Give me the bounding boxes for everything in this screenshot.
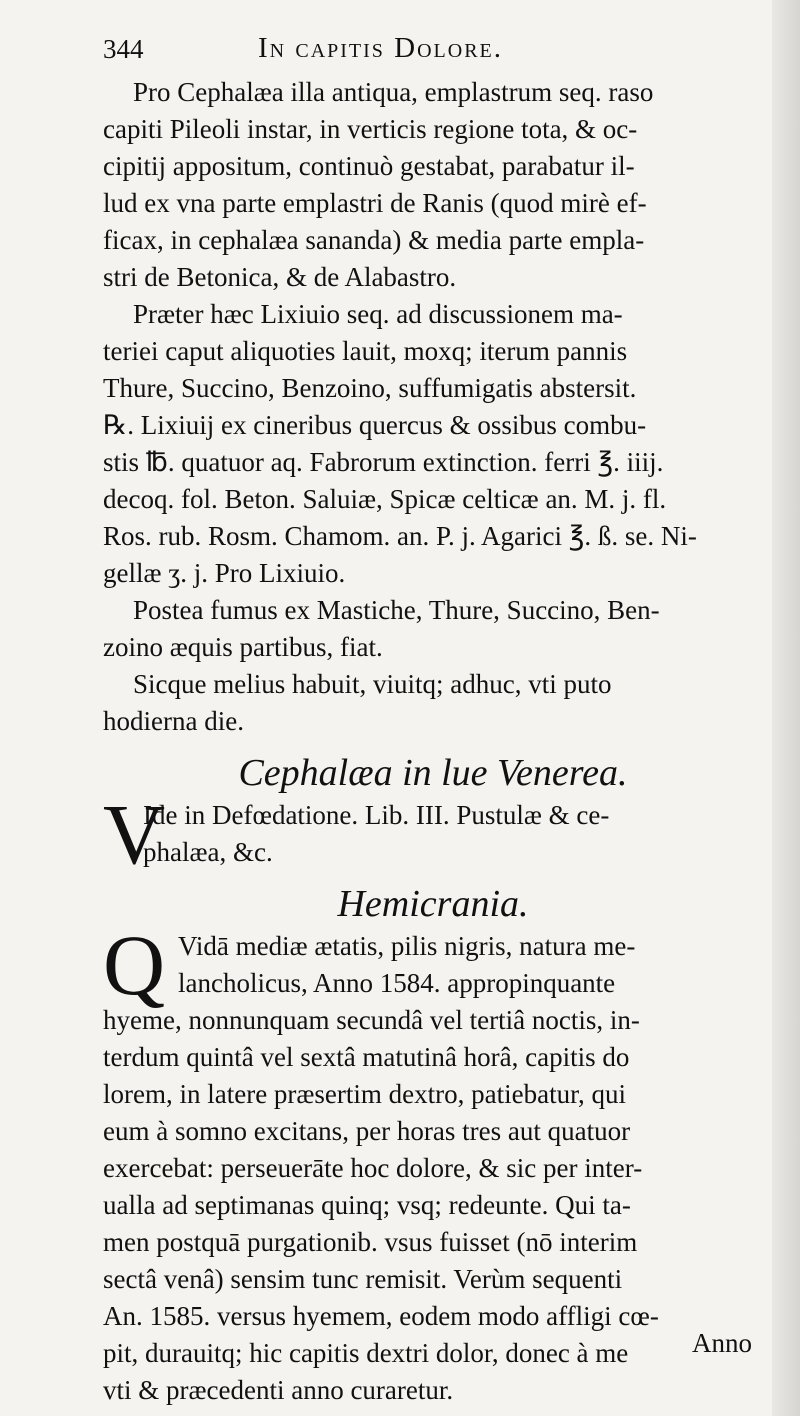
text-line: lorem, in latere præsertim dextro, patiebatur, qui xyxy=(103,1079,627,1109)
text-line: phalæa, &c. xyxy=(143,837,273,867)
text-line: stis ℔. quatuor aq. Fabrorum extinction. ferri ℥. iiij. xyxy=(103,447,664,477)
text-line: Ide in Defœdatione. Lib. III. Pustulæ & ce- xyxy=(143,800,610,830)
text-line: ficax, in cephalæa sananda) & media parte empla- xyxy=(103,225,645,255)
paragraph-cephalaea xyxy=(103,74,763,296)
section-heading-cephalaea-venerea: Cephalæa in lue Venerea. xyxy=(238,752,628,794)
text-line: zoino æquis partibus, fiat. xyxy=(103,632,383,662)
page-number: 344 xyxy=(103,34,144,64)
text-line: hodierna die. xyxy=(103,706,244,736)
text-line: stri de Betonica, & de Alabastro. xyxy=(103,262,457,292)
text-line: vti & præcedenti anno curaretur. xyxy=(103,1375,454,1405)
paragraph-fumus xyxy=(103,592,763,666)
text-line: terdum quintâ vel sextâ matutinâ horâ, capitis do xyxy=(103,1042,630,1072)
paragraph-sicque xyxy=(103,666,763,740)
text-line: Præter hæc Lixiuio seq. ad discussionem ma- xyxy=(133,299,623,329)
text-line: Sicque melius habuit, viuitq; adhuc, vti puto xyxy=(133,669,612,699)
page-header xyxy=(103,30,603,66)
text-line: Thure, Succino, Benzoino, suffumigatis abstersit. xyxy=(103,373,637,403)
text-line: pit, durauitq; hic capitis dextri dolor, donec à me xyxy=(103,1338,629,1368)
page-edge-shadow xyxy=(772,0,800,1416)
text-line: ℞. Lixiuij ex cineribus quercus & ossibus combu- xyxy=(103,410,647,440)
text-line: gellæ ʒ. j. Pro Lixiuio. xyxy=(103,558,346,588)
drop-cap: Q xyxy=(103,917,166,1013)
text-line: sectâ venâ) sensim tunc remisit. Verùm sequenti xyxy=(103,1264,623,1294)
text-line: cipitij appositum, continuò gestabat, parabatur il- xyxy=(103,151,635,181)
text-line: eum à somno excitans, per horas tres aut quatuor xyxy=(103,1116,631,1146)
paragraph-venerea xyxy=(103,786,763,882)
text-line: lud ex vna parte emplastri de Ranis (quod mirè ef- xyxy=(103,188,647,218)
text-line: lancholicus, Anno 1584. appropinquante xyxy=(178,968,616,998)
text-line: ualla ad septimanas quinq; vsq; redeunte. Qui ta- xyxy=(103,1190,631,1220)
paragraph-hemicrania xyxy=(103,917,763,1409)
text-line: An. 1585. versus hyemem, eodem modo affligi cœ- xyxy=(103,1301,659,1331)
drop-cap: V xyxy=(103,786,166,882)
text-line: teriei caput aliquoties lauit, moxq; iterum pannis xyxy=(103,336,628,366)
text-line: men postquā purgationib. vsus fuisset (nō interim xyxy=(103,1227,638,1257)
text-line: exercebat: perseuerāte hoc dolore, & sic per inter- xyxy=(103,1153,643,1183)
text-line: capiti Pileoli instar, in verticis regione tota, & oc- xyxy=(103,114,638,144)
section-heading-hemicrania: Hemicrania. xyxy=(337,883,529,925)
paragraph-lixiuium xyxy=(103,296,763,592)
text-line: decoq. fol. Beton. Saluiæ, Spicæ celticæ an. M. j. fl. xyxy=(103,484,667,514)
text-line: hyeme, nonnunquam secundâ vel tertiâ noctis, in- xyxy=(103,1005,640,1035)
catchword: Anno xyxy=(692,1328,752,1358)
text-line: Postea fumus ex Mastiche, Thure, Succino, Ben- xyxy=(133,595,660,625)
text-line: Pro Cephalæa illa antiqua, emplastrum seq. raso xyxy=(133,77,654,107)
running-head: In capitis Dolore. xyxy=(258,32,504,64)
text-line: Ros. rub. Rosm. Chamom. an. P. j. Agarici ℥. ß. se. Ni- xyxy=(103,521,697,551)
text-line: Vidā mediæ ætatis, pilis nigris, natura me- xyxy=(178,931,636,961)
body-text xyxy=(103,74,763,1409)
